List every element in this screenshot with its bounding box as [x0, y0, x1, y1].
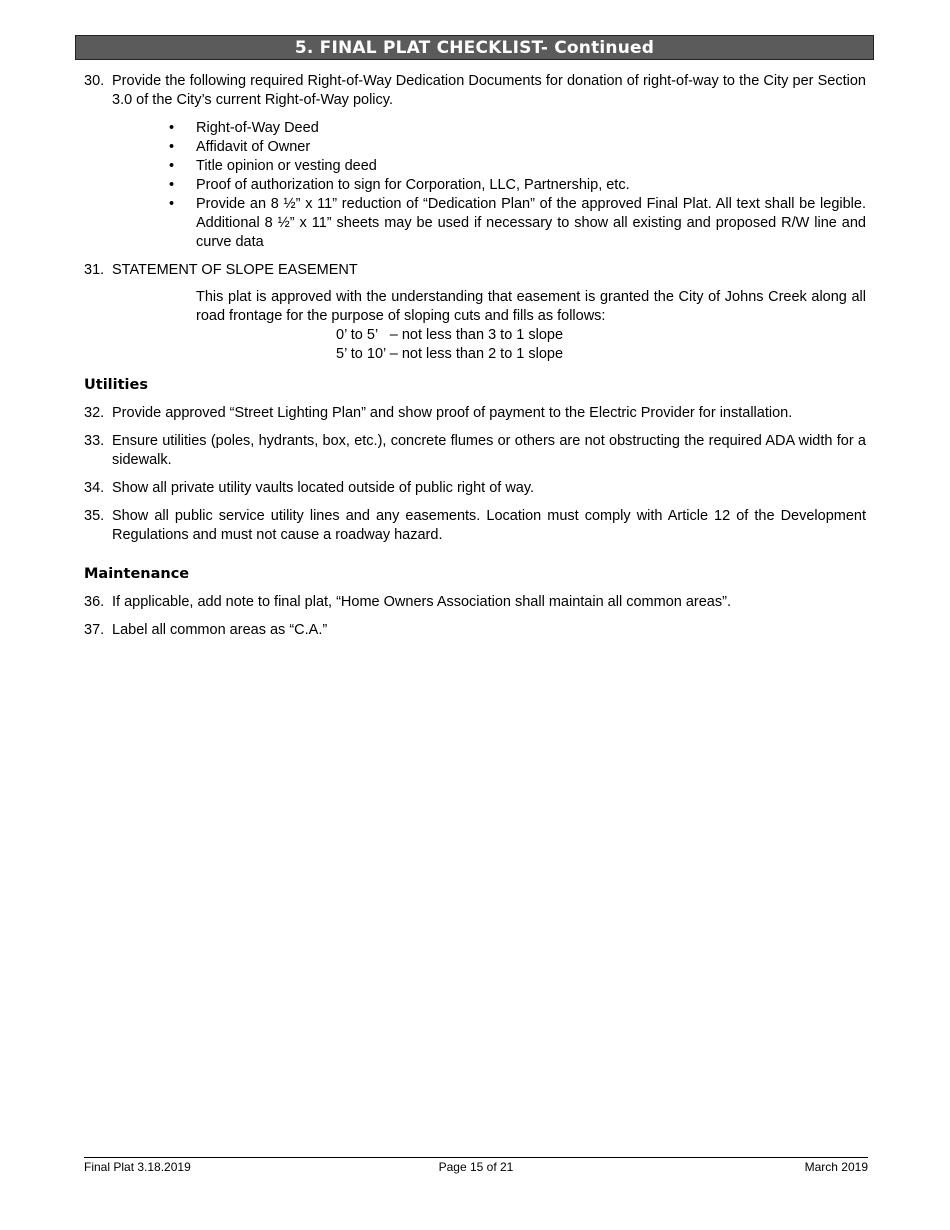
- item-text: Show all private utility vaults located outside of public right of way.: [112, 480, 535, 496]
- checklist-item-33: [84, 432, 866, 470]
- item-number: 35.: [84, 508, 105, 524]
- item-text: If applicable, add note to final plat, “Home Owners Association shall maintain all common areas”.: [112, 594, 731, 610]
- checklist-item-37: [84, 621, 866, 640]
- checklist-item-30: [84, 72, 866, 252]
- section-banner: 5. FINAL PLAT CHECKLIST- Continued: [75, 35, 874, 60]
- item-number: 34.: [84, 480, 105, 496]
- footer-page-number: Page 15 of 21: [438, 1160, 514, 1174]
- item-number: 32.: [84, 405, 105, 421]
- item-number: 30.: [84, 73, 105, 89]
- item-text: Ensure utilities (poles, hydrants, box, etc.), concrete flumes or others are not obstructing the required ADA width for a sidewalk.: [112, 433, 866, 468]
- bullet-icon: •: [169, 120, 175, 136]
- checklist-content: [84, 72, 866, 649]
- footer-date: March 2019: [804, 1160, 868, 1174]
- checklist-item-35: [84, 507, 866, 545]
- list-item: • Title opinion or vesting deed: [169, 158, 377, 174]
- item-text: Label all common areas as “C.A.”: [112, 622, 328, 638]
- list-item: • Proof of authorization to sign for Corporation, LLC, Partnership, etc.: [169, 177, 630, 193]
- item-text: Provide approved “Street Lighting Plan” and show proof of payment to the Electric Provider for installation.: [112, 405, 793, 421]
- checklist-item-36: [84, 593, 866, 612]
- list-item: • Affidavit of Owner: [169, 139, 311, 155]
- bullet-icon: •: [169, 177, 175, 193]
- item-number: 31.: [84, 262, 105, 278]
- checklist-item-32: [84, 404, 866, 423]
- bullet-icon: •: [169, 139, 175, 155]
- item-number: 37.: [84, 622, 105, 638]
- list-item: • Right-of-Way Deed: [169, 120, 319, 136]
- slope-rule: 0’ to 5’ – not less than 3 to 1 slope: [336, 327, 564, 343]
- utilities-heading: Utilities: [84, 377, 148, 393]
- item-title: STATEMENT OF SLOPE EASEMENT: [112, 262, 358, 278]
- item-text: Provide the following required Right-of-Way Dedication Documents for donation of right-of-way to the City per Section 3.0 of the City’s current Right-of-Way policy.: [112, 73, 866, 108]
- slope-rule: 5’ to 10’ – not less than 2 to 1 slope: [336, 346, 564, 362]
- bullet-icon: •: [169, 196, 175, 212]
- checklist-item-34: [84, 479, 866, 498]
- footer-document-name: Final Plat 3.18.2019: [84, 1160, 191, 1174]
- dedication-documents-list: [112, 119, 866, 252]
- maintenance-heading: Maintenance: [84, 566, 190, 582]
- bullet-icon: •: [169, 158, 175, 174]
- item-number: 33.: [84, 433, 105, 449]
- item-text: Show all public service utility lines and any easements. Location must comply with Article 12 of the Development Regulations and must not cause a roadway hazard.: [112, 508, 866, 543]
- page-footer: [84, 1157, 868, 1176]
- slope-easement-paragraph: This plat is approved with the understanding that easement is granted the City of Johns Creek along all road frontage for the purpose of sloping cuts and fills as follows:: [196, 289, 866, 324]
- checklist-item-31: [84, 261, 866, 364]
- list-item: • Provide an 8 ½” x 11” reduction of “Dedication Plan” of the approved Final Plat. All text shall be legible. Additional 8 ½” x 11” sheets may be used if necessary to show all existing and proposed R/W line and curve data: [169, 196, 866, 250]
- item-number: 36.: [84, 594, 105, 610]
